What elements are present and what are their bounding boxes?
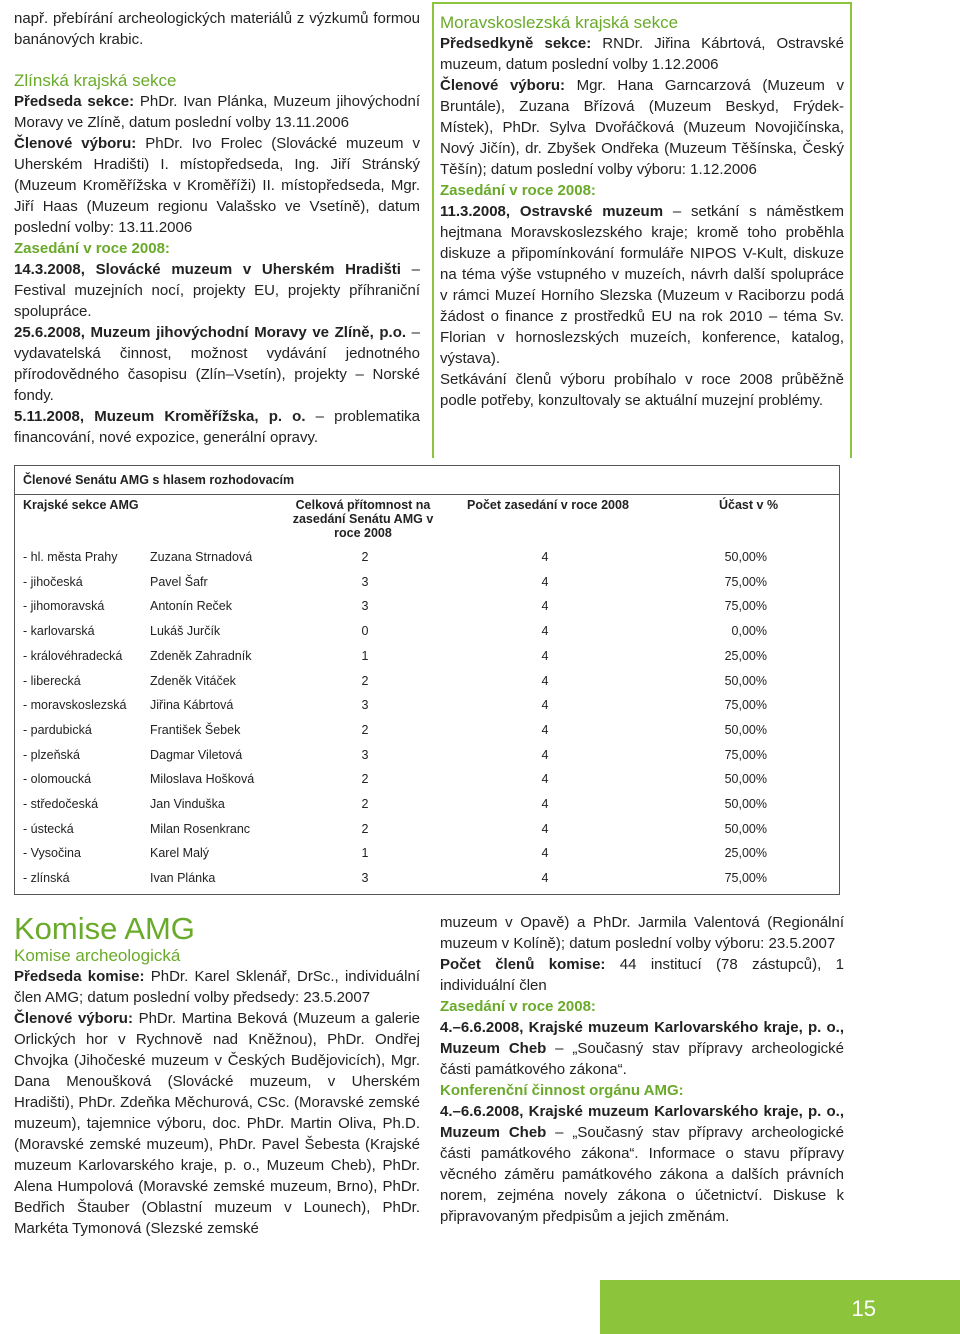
cell-attendance: 3 <box>361 574 369 589</box>
komise-meetings-heading <box>440 996 844 1017</box>
page-number: 15 <box>851 1296 876 1321</box>
table-row <box>15 645 839 669</box>
table-row <box>15 670 839 694</box>
zlin-meeting-1 <box>14 259 420 322</box>
cell-name: Zdeněk Vitáček <box>150 673 236 688</box>
cell-region: - moravskoslezská <box>23 698 127 713</box>
cell-count: 4 <box>541 772 549 787</box>
cell-region: - olomoucká <box>23 772 92 787</box>
ms-chair-label: Předsedkyně sekce: <box>440 35 592 52</box>
cell-name: Miloslava Hošková <box>150 772 255 787</box>
zlin-meeting-3 <box>14 406 420 448</box>
column-bottom-left <box>14 912 420 1239</box>
cell-pct: 0,00% <box>731 624 767 639</box>
table-row <box>15 744 839 768</box>
cell-attendance: 2 <box>361 550 369 564</box>
column-top-left <box>14 8 420 448</box>
cell-name: Ivan Plánka <box>150 871 216 886</box>
table-title: Členové Senátu AMG s hlasem rozhodovacím <box>23 473 295 487</box>
table-divider <box>15 494 839 495</box>
zlin-meeting-2-text: – vydavatelská činnost, možnost vydávání jednotného přírodovědného časopisu (Zlín–Vsetín), projekty – Norské fondy. <box>14 324 420 404</box>
cell-pct: 50,00% <box>724 673 767 688</box>
cell-attendance: 1 <box>361 648 369 663</box>
cell-count: 4 <box>541 722 549 737</box>
komise-members-text: PhDr. Martina Beková (Muzeum a galerie Orlických hor v Rychnově nad Kněžnou), PhDr. Ondřej Chvojka (Jihočeské muzeum v Českých Budějovicích), Mgr. Dana Menoušková (Slovácké muzeum, v Uherském Hradišti), PhDr. Zdeňka Měchurová, CSc. (Moravské zemské muzeum), tajemnice výboru, doc. PhDr. Martin Oliva, Ph.D. (Moravské zemské muzeum), PhDr. Pavel Šebesta (Krajské muzeum Karlovarského kraje, p. o., Muzeum Cheb), PhDr. Alena Humpolová (Moravské zemské muzeum, Brno), PhDr. Bedřich Štauber (Oblastní muzeum v Lounech), PhDr. Markéta Tymonová (Slezské zemské <box>14 1010 421 1237</box>
cell-attendance: 2 <box>361 821 369 836</box>
zlin-members-text: PhDr. Ivo Frolec (Slovácké muzeum v Uherském Hradišti) I. místopředseda, Ing. Jiří Stránský (Muzeum Kroměřížska v Kroměříži) II. místopředseda, Mgr. Jiří Haas (Muzeum regionu Valašsko ve Vsetíně), datum poslední volby: 13.11.2006 <box>14 135 420 236</box>
cell-count: 4 <box>541 648 549 663</box>
cell-name: Karel Malý <box>150 846 210 861</box>
zlin-section-heading: Zlínská krajská sekce <box>14 71 177 90</box>
table-row <box>15 768 839 792</box>
ms-members-text: Mgr. Hana Garncarzová (Muzeum v Bruntále), Zuzana Břízová (Muzeum Beskyd, Frýdek-Místek), PhDr. Sylva Dvořáčková (Muzeum Novojičínska, Nový Jičín), dr. Zbyšek Ondřeka (Muzeum Těšínska, Český Těšín); datum poslední volby výboru: 1.12.2006 <box>440 77 844 178</box>
cell-region: - Vysočina <box>23 846 81 861</box>
cell-count: 4 <box>541 550 549 564</box>
cell-attendance: 2 <box>361 722 369 737</box>
komise-conf-1-title: 4.–6.6.2008, Krajské muzeum Karlovarského kraje, p. o., Muzeum Cheb <box>440 1103 844 1141</box>
cell-region: - středočeská <box>23 797 99 811</box>
cell-pct: 50,00% <box>724 722 767 737</box>
komise-members-cont: muzeum v Opavě) a PhDr. Jarmila Valentová (Regionální muzeum v Kolíně); datum poslední volby výboru: 23.5.2007 <box>440 914 844 952</box>
cell-attendance: 3 <box>361 747 369 762</box>
table-row <box>15 719 839 743</box>
zlin-meeting-1-title: 14.3.2008, Slovácké muzeum v Uherském Hradišti <box>14 261 401 278</box>
table-row <box>15 546 839 570</box>
senate-table <box>14 465 840 895</box>
cell-region: - plzeňská <box>23 747 80 762</box>
zlin-meeting-3-text: – problematika financování, nové expozice, generální opravy. <box>14 408 420 446</box>
table-row <box>15 867 839 891</box>
komise-chair <box>14 966 420 1008</box>
zlin-chair <box>14 91 420 133</box>
cell-region: - pardubická <box>23 722 92 737</box>
komise-title: Komise AMG <box>14 911 195 946</box>
komise-count <box>440 954 844 996</box>
komise-chair-label: Předseda komise: <box>14 968 145 985</box>
cell-attendance: 3 <box>361 599 369 614</box>
komise-meeting-1-title: 4.–6.6.2008, Krajské muzeum Karlovarského kraje, p. o., Muzeum Cheb <box>440 1019 844 1057</box>
cell-attendance: 2 <box>361 673 369 688</box>
table-row <box>15 595 839 619</box>
zlin-chair-label: Předseda sekce: <box>14 93 135 110</box>
cell-region: - hl. města Prahy <box>23 550 118 564</box>
cell-region: - karlovarská <box>23 624 95 639</box>
cell-count: 4 <box>541 574 549 589</box>
cell-name: Pavel Šafr <box>150 574 208 589</box>
table-row <box>15 793 839 817</box>
cell-region: - zlínská <box>23 871 70 886</box>
cell-name: Jiřina Kábrtová <box>150 698 234 713</box>
zlin-meeting-2 <box>14 322 420 406</box>
page-number-block <box>600 1280 960 1334</box>
cell-attendance: 2 <box>361 772 369 787</box>
ms-chair <box>440 33 844 75</box>
zlin-meeting-2-title: 25.6.2008, Muzeum jihovýchodní Moravy ve Zlíně, p.o. <box>14 324 407 341</box>
zlin-members-label: Členové výboru: <box>14 135 137 152</box>
header-count: Počet zasedání v roce 2008 <box>467 498 629 512</box>
ms-meeting-1-text: – setkání s náměstkem hejtmana Moravskoslezského kraje; kromě toho proběhla diskuze a připomínkování formuláře NIPOS V-Kult, diskuze na téma výše vstupného v muzeích, návrh další spolupráce v rámci Muzeí Horního Slezska (Muzeum v Raciborzu podá žádost o finance z prostředků EU na rok 2010 – téma Sv. Florian v hornoslezských muzeích, konference, katalog, výstava). <box>440 203 844 367</box>
cell-pct: 75,00% <box>724 871 767 886</box>
cell-pct: 50,00% <box>724 821 767 836</box>
komise-conf-heading <box>440 1080 844 1101</box>
cell-name: Antonín Reček <box>150 599 232 614</box>
komise-conf-1-text: – „Současný stav přípravy archeologické části památkového zákona“. Informace o stavu přípravy věcného záměru památkového zákona a dalších právních norem, zejména novely zákona o účetnictví. Diskuse k připravovaným předpisům a jejich změnám. <box>440 1124 844 1225</box>
cell-pct: 75,00% <box>724 599 767 614</box>
komise-count-label: Počet členů komise: <box>440 956 606 973</box>
zlin-meeting-1-text: – Festival muzejních nocí, projekty EU, projekty příhraniční spolupráce. <box>14 261 420 320</box>
header-pct: Účast v % <box>719 498 779 512</box>
ms-meeting-1-title: 11.3.2008, Ostravské muzeum <box>440 203 664 220</box>
ms-chair-text: RNDr. Jiřina Kábrtová, Ostravské muzeum, datum poslední volby 1.12.2006 <box>440 35 844 73</box>
cell-count: 4 <box>541 673 549 688</box>
ms-members <box>440 75 844 180</box>
cell-count: 4 <box>541 821 549 836</box>
cell-name: Milan Rosenkranc <box>150 821 251 836</box>
ms-meetings-heading <box>440 180 844 201</box>
cell-attendance: 3 <box>361 871 369 886</box>
cell-region: - ústecká <box>23 821 74 836</box>
zlin-chair-text: PhDr. Ivan Plánka, Muzeum jihovýchodní Moravy ve Zlíně, datum poslední volby 13.11.2006 <box>14 93 420 131</box>
cell-count: 4 <box>541 871 549 886</box>
komise-meeting-1 <box>440 1017 844 1080</box>
komise-conf-label: Konferenční činnost orgánu AMG: <box>440 1082 684 1099</box>
intro-paragraph: např. přebírání archeologických materiálů z výzkumů formou banánových krabic. <box>14 10 420 48</box>
cell-count: 4 <box>541 797 549 811</box>
komise-count-text: 44 institucí (78 zástupců), 1 individuální člen <box>440 956 844 994</box>
ms-closing: Setkávání členů výboru probíhalo v roce 2008 průběžně podle potřeby, konzultovaly se aktuální muzejní problémy. <box>440 371 844 409</box>
cell-name: Lukáš Jurčík <box>150 624 221 639</box>
cell-count: 4 <box>541 747 549 762</box>
komise-members <box>14 1008 420 1239</box>
cell-count: 4 <box>541 846 549 861</box>
cell-name: Zdeněk Zahradník <box>150 648 252 663</box>
column-bottom-right <box>440 912 844 1227</box>
cell-attendance: 0 <box>361 624 369 639</box>
cell-name: František Šebek <box>150 722 241 737</box>
cell-region: - liberecká <box>23 673 81 688</box>
komise-chair-text: PhDr. Karel Sklenář, DrSc., individuální člen AMG; datum poslední volby předsedy: 23.5.2007 <box>14 968 420 1006</box>
komise-subtitle: Komise archeologická <box>14 946 181 965</box>
table-row <box>15 694 839 718</box>
cell-pct: 50,00% <box>724 797 767 811</box>
komise-meeting-1-text: – „Současný stav přípravy archeologické části památkového zákona“. <box>440 1040 844 1078</box>
cell-name: Dagmar Viletová <box>150 747 243 762</box>
cell-region: - jihomoravská <box>23 599 105 614</box>
cell-pct: 75,00% <box>724 747 767 762</box>
ms-meetings-label: Zasedání v roce 2008: <box>440 182 596 199</box>
cell-count: 4 <box>541 698 549 713</box>
cell-pct: 25,00% <box>724 846 767 861</box>
komise-members-label: Členové výboru: <box>14 1010 133 1027</box>
cell-pct: 75,00% <box>724 698 767 713</box>
ms-meeting-1 <box>440 201 844 369</box>
komise-meetings-label: Zasedání v roce 2008: <box>440 998 596 1015</box>
cell-region: - jihočeská <box>23 574 83 589</box>
ms-members-label: Členové výboru: <box>440 77 565 94</box>
cell-count: 4 <box>541 624 549 639</box>
cell-pct: 25,00% <box>724 648 767 663</box>
ms-section-heading: Moravskoslezská krajská sekce <box>440 13 679 32</box>
zlin-meetings-label: Zasedání v roce 2008: <box>14 240 170 257</box>
table-row <box>15 842 839 866</box>
cell-pct: 50,00% <box>724 772 767 787</box>
cell-pct: 75,00% <box>724 574 767 589</box>
cell-count: 4 <box>541 599 549 614</box>
table-row <box>15 818 839 842</box>
cell-attendance: 1 <box>361 846 369 861</box>
zlin-members <box>14 133 420 238</box>
zlin-meeting-3-title: 5.11.2008, Muzeum Kroměřížska, p. o. <box>14 408 306 425</box>
table-row <box>15 620 839 644</box>
komise-conf-1 <box>440 1101 844 1227</box>
cell-name: Zuzana Strnadová <box>150 550 253 564</box>
cell-pct: 50,00% <box>724 550 767 564</box>
zlin-meetings-heading <box>14 238 420 259</box>
header-region: Krajské sekce AMG <box>23 498 139 512</box>
header-attendance: Celková přítomnost na zasedání Senátu AMG v roce 2008 <box>292 498 434 540</box>
cell-attendance: 3 <box>361 698 369 713</box>
cell-attendance: 2 <box>361 797 369 811</box>
cell-region: - královéhradecká <box>23 648 123 663</box>
cell-name: Jan Vinduška <box>150 797 225 811</box>
table-row <box>15 571 839 595</box>
column-top-right <box>440 12 844 411</box>
